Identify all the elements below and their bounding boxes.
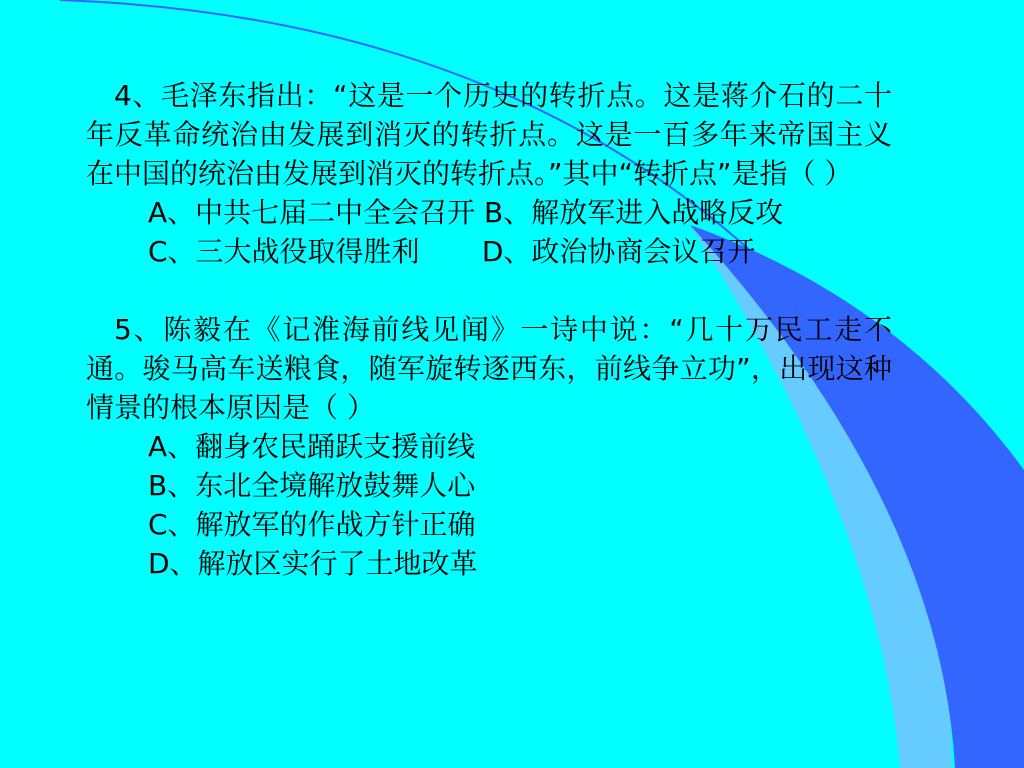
question-4-options-cd bbox=[86, 232, 892, 271]
question-5-option-c: C、解放军的作战方针正确 bbox=[148, 508, 476, 541]
question-4-options-ab: A、中共七届二中全会召开 B、解放军进入战略反攻 bbox=[148, 196, 784, 229]
question-5-option-a: A、翻身农民踊跃支援前线 bbox=[148, 430, 476, 463]
question-4-stem: 4、毛泽东指出：“这是一个历史的转折点。这是蒋介石的二十年反革命统治由发展到消灭的转折点。这是一百多年来帝国主义在中国的统治由发展到消灭的转折点。”其中“转折点”是指（ ） bbox=[86, 79, 892, 190]
question-5-stem: 5、陈毅在《记淮海前线见闻》一诗中说：“几十万民工走不通。骏马高车送粮食，随军旋转逐西东，前线争立功”，出现这种情景的根本原因是（ ） bbox=[86, 313, 892, 424]
question-4-option-c: C、三大战役取得胜利 bbox=[148, 235, 420, 268]
question-4 bbox=[86, 76, 892, 271]
question-4-option-d: D、政治协商会议召开 bbox=[481, 235, 756, 268]
question-5 bbox=[86, 310, 892, 583]
question-content bbox=[86, 76, 892, 583]
question-5-option-d: D、解放区实行了土地改革 bbox=[148, 547, 478, 580]
question-5-option-b: B、东北全境解放鼓舞人心 bbox=[148, 469, 476, 502]
spacer bbox=[86, 271, 892, 310]
